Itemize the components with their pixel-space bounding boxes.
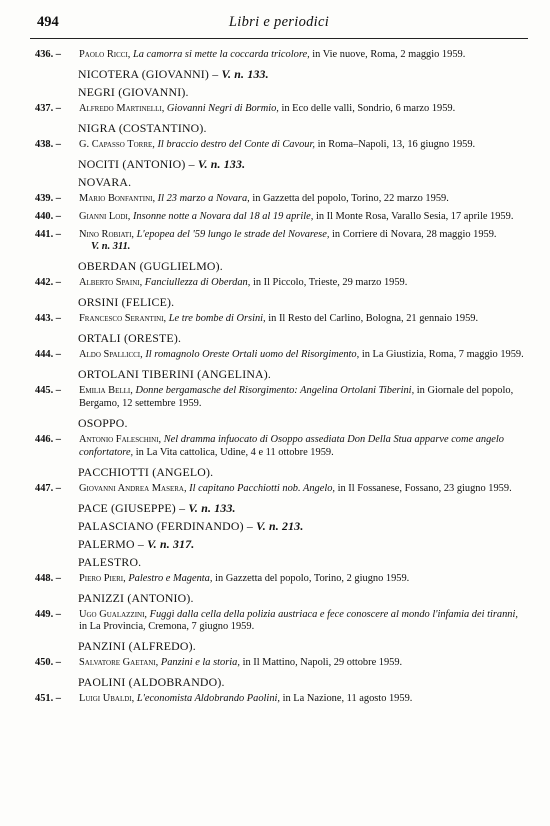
subject-heading	[30, 157, 528, 171]
entry-publication: in Giornale del popolo, Bergamo, 12 settembre 1959.	[79, 385, 514, 409]
subject-heading	[30, 501, 528, 515]
bibliography-entry	[30, 103, 528, 116]
entry-number: 440. –	[35, 210, 61, 222]
entry-publication: in Il Monte Rosa, Varallo Sesia, 17 aprile 1959.	[315, 210, 514, 222]
entry-title: L'epopea del '59 lungo le strade del Novarese,	[136, 228, 330, 240]
entry-number: 439. –	[35, 192, 61, 204]
entry-publication: in Roma–Napoli, 13, 16 giugno 1959.	[317, 138, 476, 150]
entry-author: Gianni Lodi,	[79, 210, 131, 222]
subject-heading	[30, 331, 528, 345]
heading-text: PANIZZI (ANTONIO).	[78, 590, 194, 605]
entry-number: 436. –	[35, 49, 61, 60]
entry-publication: in Il Piccolo, Trieste, 29 marzo 1959.	[252, 277, 408, 289]
entry-author: Giovanni Andrea Masera,	[79, 482, 187, 494]
header-rule	[30, 38, 528, 39]
entry-title: L'economista Aldobrando Paolini,	[136, 693, 280, 705]
entry-title: Panzini e la storia,	[160, 657, 240, 669]
bibliography-entry	[30, 211, 528, 224]
entry-title: Fuggì dalla cella della polizia austriaca e fece conoscere al mondo l'infamia dei tiranni,	[149, 608, 518, 620]
entry-number: 443. –	[35, 313, 61, 325]
entry-title: Donne bergamasche del Risorgimento: Angelina Ortolani Tiberini,	[135, 385, 415, 397]
entry-publication: in Eco delle valli, Sondrio, 6 marzo 1959.	[281, 102, 456, 114]
bibliography-entry	[30, 483, 528, 496]
entry-publication: in Gazzetta del popolo, Torino, 2 giugno 1959.	[215, 572, 410, 584]
entry-author: Salvatore Gaetani,	[79, 657, 159, 669]
bibliography-entry	[30, 193, 528, 206]
subject-heading	[30, 367, 528, 381]
entry-publication: in Gazzetta del popolo, Torino, 22 marzo 1959.	[252, 192, 449, 204]
entry-title: La camorra si mette la coccarda tricolore,	[132, 49, 310, 60]
entry-number: 448. –	[35, 572, 61, 584]
entry-number: 441. –	[35, 228, 61, 240]
entry-title: Palestro e Magenta,	[128, 572, 213, 584]
page-header	[30, 14, 528, 34]
heading-text: PALASCIANO (FERDINANDO) –	[78, 518, 253, 533]
bibliography-entry	[30, 139, 528, 152]
cross-reference: V. n. 133.	[221, 66, 269, 81]
entry-publication: in Il Resto del Carlino, Bologna, 21 gennaio 1959.	[268, 313, 479, 325]
entry-author: Ugo Gualazzini,	[79, 608, 148, 620]
entry-title: Il capitano Pacchiotti nob. Angelo,	[189, 482, 336, 494]
entry-publication: in La Giustizia, Roma, 7 maggio 1959.	[361, 349, 524, 361]
entry-number: 450. –	[35, 657, 61, 669]
subject-heading	[30, 85, 528, 99]
bibliography-entry	[30, 229, 528, 255]
entry-title: Le tre bombe di Orsini,	[168, 313, 266, 325]
entry-publication: in La Provincia, Cremona, 7 giugno 1959.	[79, 621, 255, 633]
cross-reference: V. n. 133.	[197, 156, 246, 171]
subject-heading	[30, 416, 528, 430]
bibliography-entry	[30, 313, 528, 326]
heading-text: OSOPPO.	[78, 415, 128, 430]
cross-reference: V. n. 317.	[147, 536, 195, 551]
entry-author: Piero Pieri,	[79, 572, 126, 584]
heading-text: NOCITI (ANTONIO) –	[78, 156, 195, 171]
bibliography-entry	[30, 657, 528, 670]
bibliography-entry	[30, 609, 528, 635]
subject-heading	[30, 675, 528, 689]
entry-author: Mario Bonfantini,	[79, 192, 156, 204]
bibliography-entry	[30, 277, 528, 290]
heading-text: OBERDAN (GUGLIELMO).	[78, 259, 223, 274]
entry-title: Fanciullezza di Oberdan,	[144, 277, 251, 289]
entry-author: Alberto Spaini,	[79, 277, 143, 289]
entry-number: 446. –	[35, 433, 61, 445]
entry-author: Francesco Serantini,	[79, 313, 167, 325]
bibliography-entry	[30, 573, 528, 586]
entry-number: 451. –	[35, 693, 61, 705]
entry-author: Alfredo Martinelli,	[79, 102, 165, 114]
entry-publication: in Vie nuove, Roma, 2 maggio 1959.	[312, 49, 466, 60]
bibliography-list	[30, 49, 528, 706]
bibliography-entry	[30, 349, 528, 362]
entry-title: Il 23 marzo a Novara,	[157, 192, 250, 204]
heading-text: PALERMO –	[78, 536, 144, 551]
heading-text: PALESTRO.	[78, 554, 142, 569]
subject-heading	[30, 639, 528, 653]
entry-number: 442. –	[35, 277, 61, 289]
subject-heading	[30, 259, 528, 273]
entry-title: Insonne notte a Novara dal 18 al 19 aprile,	[132, 210, 314, 222]
subject-heading	[30, 591, 528, 605]
heading-text: NOVARA.	[78, 174, 132, 189]
entry-author: Nino Robiati,	[79, 228, 135, 240]
heading-text: ORSINI (FELICE).	[78, 295, 175, 310]
heading-text: NICOTERA (GIOVANNI) –	[78, 66, 219, 81]
entry-number: 447. –	[35, 482, 61, 494]
heading-text: PAOLINI (ALDOBRANDO).	[78, 675, 225, 690]
entry-publication: in Il Fossanese, Fossano, 23 giugno 1959.	[337, 482, 512, 494]
entry-author: Aldo Spallicci,	[79, 349, 143, 361]
entry-publication: in Il Mattino, Napoli, 29 ottobre 1959.	[242, 657, 403, 669]
heading-text: ORTOLANI TIBERINI (ANGELINA).	[78, 367, 272, 382]
entry-title: Il braccio destro del Conte di Cavour,	[157, 138, 315, 150]
entry-author: Emilia Belli,	[79, 385, 133, 397]
entry-publication: in La Vita cattolica, Udine, 4 e 11 ottobre 1959.	[135, 446, 334, 458]
subject-heading	[30, 465, 528, 479]
bibliography-entry	[30, 693, 528, 706]
cross-reference: V. n. 213.	[256, 518, 304, 533]
subject-heading	[30, 519, 528, 533]
entry-publication: in La Nazione, 11 agosto 1959.	[282, 693, 413, 705]
subject-heading	[30, 175, 528, 189]
bibliography-entry	[30, 49, 528, 62]
heading-text: ORTALI (ORESTE).	[78, 331, 182, 346]
entry-author: Paolo Ricci,	[79, 49, 131, 60]
bibliography-entry	[30, 434, 528, 460]
entry-number: 444. –	[35, 349, 61, 361]
cross-reference: V. n. 133.	[188, 500, 236, 515]
entry-number: 449. –	[35, 608, 61, 620]
entry-number: 445. –	[35, 385, 61, 397]
subject-heading	[30, 555, 528, 569]
entry-title: Giovanni Negri di Bormio,	[166, 102, 279, 114]
heading-text: PANZINI (ALFREDO).	[78, 639, 196, 654]
subject-heading	[30, 121, 528, 135]
subject-heading	[30, 295, 528, 309]
entry-author: G. Capasso Torre,	[79, 138, 155, 150]
heading-text: NEGRI (GIOVANNI).	[78, 84, 189, 99]
heading-text: PACCHIOTTI (ANGELO).	[78, 464, 214, 479]
bibliography-entry	[30, 385, 528, 411]
entry-title: Nel dramma infuocato di Osoppo assediata Don Della Stua apparve come angelo confortatore,	[79, 433, 504, 458]
entry-author: Antonio Faleschini,	[79, 433, 162, 445]
entry-number: 437. –	[35, 102, 61, 114]
subject-heading	[30, 537, 528, 551]
page-number: 494	[37, 14, 59, 30]
heading-text: PACE (GIUSEPPE) –	[78, 500, 186, 515]
entry-publication: in Corriere di Novara, 28 maggio 1959.	[332, 228, 497, 240]
running-title: Libri e periodici	[228, 14, 330, 30]
cross-reference: V. n. 311.	[91, 241, 131, 253]
entry-title: Il romagnolo Oreste Ortali uomo del Risorgimento,	[145, 349, 360, 361]
heading-text: NIGRA (COSTANTINO).	[78, 120, 207, 135]
entry-author: Luigi Ubaldi,	[79, 693, 135, 705]
subject-heading	[30, 67, 528, 81]
entry-number: 438. –	[35, 138, 61, 150]
